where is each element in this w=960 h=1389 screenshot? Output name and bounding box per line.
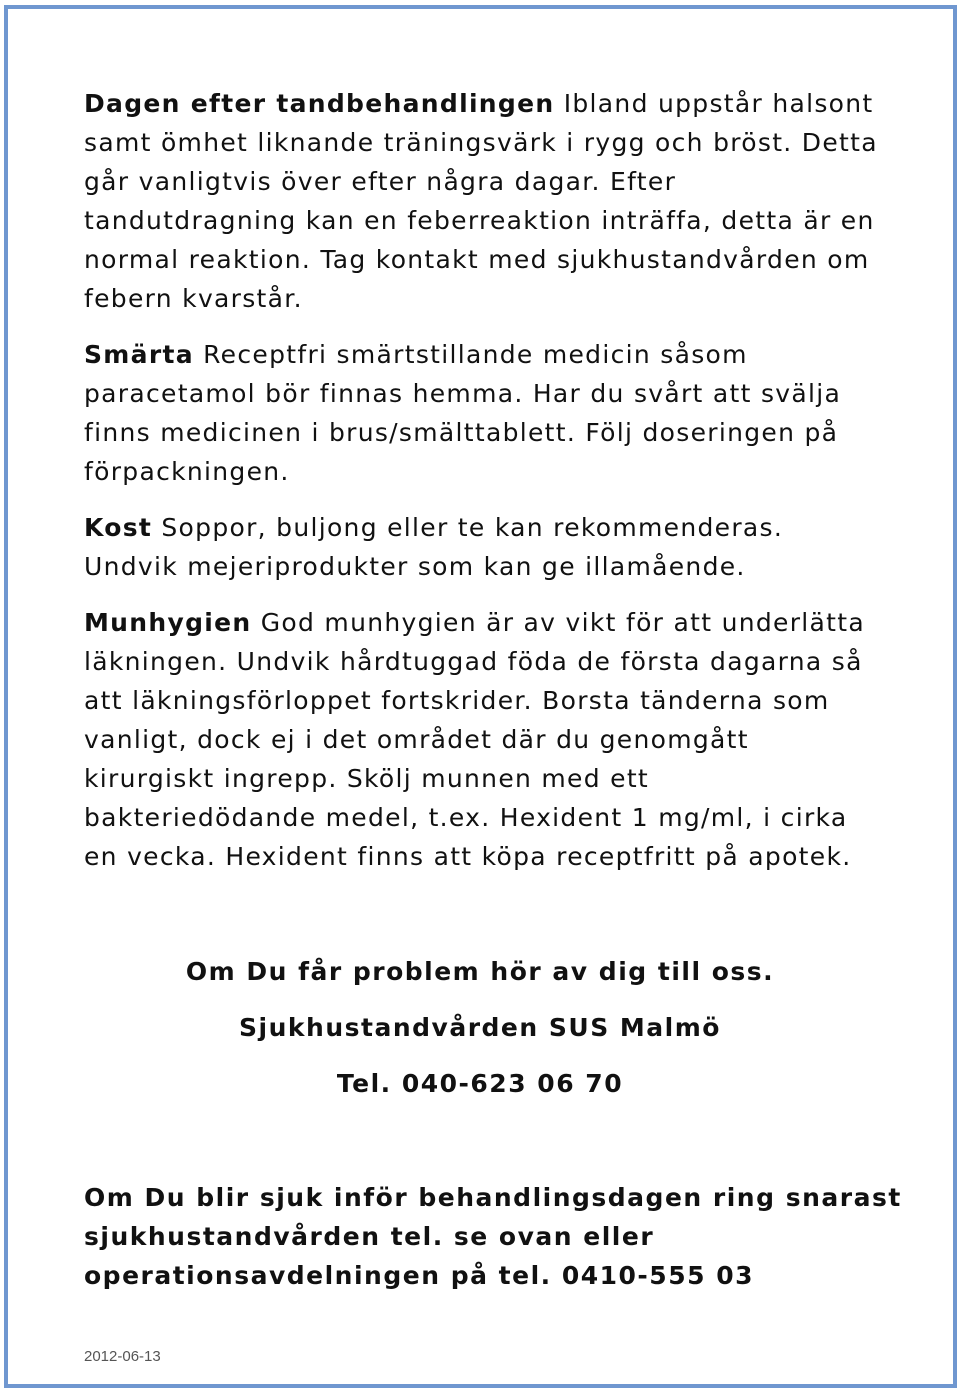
contact-clinic-name: Sjukhustandvården SUS Malmö [239,1013,721,1042]
section-heading: Kost [84,513,153,542]
section-diet [84,508,884,586]
section-after-treatment [84,84,884,318]
section-pain [84,335,884,491]
section-oral-hygiene [84,603,884,876]
illness-notice: Om Du blir sjuk inför behandlingsdagen ring snarast sjukhustandvården tel. se ovan eller operationsavdelningen på tel. 0410-555 03 [84,1183,902,1290]
contact-intro: Om Du får problem hör av dig till oss. [185,957,775,986]
section-text: God munhygien är av vikt för att underlätta läkningen. Undvik hårdtuggad föda de första dagarna så att läkningsförloppet fortskrider. Borsta tänderna som vanligt, dock ej i det området där du genomgått kirurgiskt ingrepp. Skölj munnen med ett bakteriedödande medel, t.ex. Hexident 1 mg/ml, i cirka en vecka. Hexident finns att köpa receptfritt på apotek. [84,608,865,871]
section-heading: Munhygien [84,608,252,637]
contact-phone: Tel. 040-623 06 70 [336,1069,624,1098]
section-heading: Dagen efter tandbehandlingen [84,89,555,118]
section-text: Ibland uppstår halsont samt ömhet liknande träningsvärk i rygg och bröst. Detta går vanligtvis över efter några dagar. Efter tandutdragning kan en feberreaktion inträffa, detta är en normal reaktion. Tag kontakt med sjukhustandvården om febern kvarstår. [84,89,878,313]
section-text: Soppor, buljong eller te kan rekommenderas. Undvik mejeriprodukter som kan ge illamående. [84,513,784,581]
instructions-body [84,84,884,876]
section-text: Receptfri smärtstillande medicin såsom paracetamol bör finnas hemma. Har du svårt att svälja finns medicinen i brus/smälttablett. Följ doseringen på förpackningen. [84,340,842,486]
document-date: 2012-06-13 [84,1348,161,1365]
section-heading: Smärta [84,340,194,369]
